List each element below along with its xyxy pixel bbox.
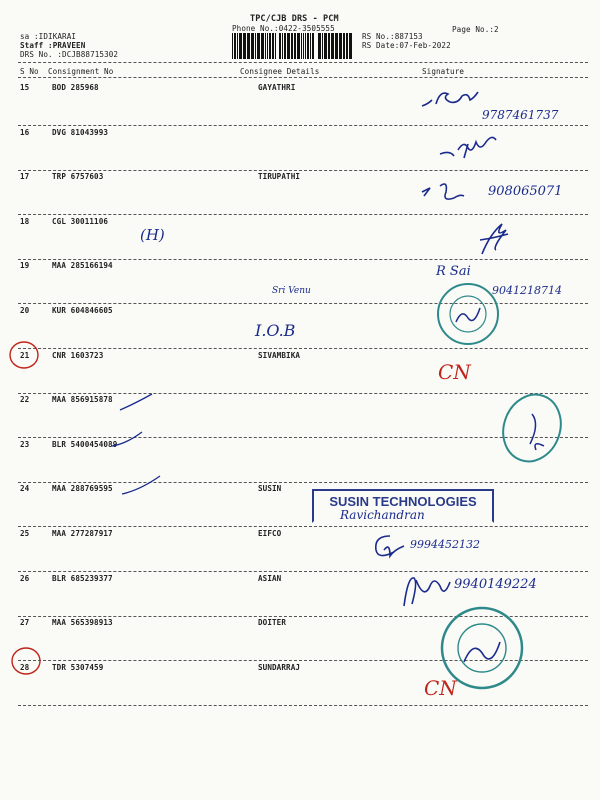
row-consignment: MAA 565398913 [52,618,113,627]
row-consignment: CNR 1603723 [52,351,104,360]
barcode-bar [335,33,338,59]
barcode-bar [257,33,260,59]
barcode-bar [282,33,283,59]
row-divider [18,705,588,706]
barcode-bar [343,33,345,59]
row-divider [18,482,588,483]
row-consignment: BLR 5400454089 [52,440,118,449]
barcode-bar [324,33,327,59]
table-row [0,83,600,103]
branch-label: sa :IDIKARAI [20,32,77,41]
row-consignment: KUR 604846605 [52,306,113,315]
row-consignment: MAA 856915878 [52,395,113,404]
row-divider [18,571,588,572]
barcode-bar [312,33,314,59]
handwritten-note-20b: I.O.B [255,321,296,340]
table-row [0,261,600,281]
row-sno: 18 [20,217,30,226]
barcode-bar [294,33,296,59]
row-sno: 16 [20,128,30,137]
handwritten-phone-19: 9041218714 [492,284,562,297]
row-consignment: MAA 285166194 [52,261,113,270]
barcode-bar [275,33,276,59]
table-row [0,351,600,371]
barcode-bar [322,33,323,59]
row-consignee: SUSIN [258,484,282,493]
barcode-bar [305,33,306,59]
row-consignee: DOITER [258,618,287,627]
handwritten-phone-17: 908065071 [488,184,563,199]
table-row [0,128,600,148]
row-divider [18,526,588,527]
barcode-bar [243,33,246,59]
barcode-bar [247,33,250,59]
row-sno: 28 [20,663,30,672]
row-sno: 15 [20,83,30,92]
row-consignee: TIRUPATHI [258,172,301,181]
barcode-bar [310,33,311,59]
susin-stamp-title: SUSIN TECHNOLOGIES [329,494,477,509]
barcode-bar [331,33,334,59]
handwritten-phone-25: 9994452132 [410,538,480,551]
barcode-bar [349,33,352,59]
barcode-bar [328,33,330,59]
col-sno: S No [20,67,39,76]
row-consignment: BLR 685239377 [52,574,113,583]
red-cn-28: CN [424,676,457,700]
barcode-bar [291,33,293,59]
barcode-bar [255,33,256,59]
red-circle-28 [10,646,42,676]
barcode-bar [261,33,264,59]
rs-date: RS Date:07-Feb-2022 [362,41,451,50]
barcode-bar [301,33,302,59]
barcode-bar [287,33,290,59]
document-title: TPC/CJB DRS - PCM [250,14,339,24]
barcode-bar [265,33,266,59]
susin-stamp-sign: Ravichandran [340,508,425,522]
barcode-bar [318,33,321,59]
row-sno: 19 [20,261,30,270]
rs-number: RS No.:887153 [362,32,423,41]
handwritten-note-20a: Sri Venu [272,286,311,296]
row-sno: 23 [20,440,30,449]
row-divider [18,348,588,349]
barcode-bar [232,33,233,59]
table-row [0,529,600,549]
barcode-bar [272,33,274,59]
staff-label: Staff :PRAVEEN [20,41,86,50]
barcode-bar [234,33,236,59]
signature-16 [438,136,508,162]
row-consignment: DVG 81043993 [52,128,109,137]
row-consignee: SUNDARRAJ [258,663,301,672]
row-sno: 22 [20,395,30,404]
handwritten-name-19: R Sai [436,264,471,279]
company-stamp-23 [500,390,564,466]
signature-18 [476,214,516,260]
row-sno: 27 [20,618,30,627]
barcode-bar [297,33,300,59]
row-consignee: SIVAMBIKA [258,351,301,360]
row-consignment: TDR 5307459 [52,663,104,672]
row-consignee: GAYATHRI [258,83,296,92]
row-sno: 20 [20,306,30,315]
red-cn-21: CN [438,360,471,384]
row-consignee: ASIAN [258,574,282,583]
row-divider [18,303,588,304]
company-stamp-20 [436,282,500,346]
signature-17 [420,178,480,204]
handwritten-phone-26: 9940149224 [454,577,537,592]
row-consignee: EIFCO [258,529,282,538]
row-consignment: BOD 285968 [52,83,99,92]
row-sno: 24 [20,484,30,493]
barcode-bar [239,33,242,59]
pen-mark-22 [118,392,158,414]
row-sno: 25 [20,529,30,538]
barcode-bar [269,33,271,59]
row-divider [18,125,588,126]
row-sno: 21 [20,351,30,360]
row-sno: 17 [20,172,30,181]
header-divider-2 [18,77,588,78]
barcode-bar [339,33,342,59]
barcode [230,33,354,63]
handwritten-note-18: (H) [140,226,165,244]
col-consignee: Consignee Details [240,67,320,76]
barcode-bar [237,33,238,59]
row-divider [18,170,588,171]
row-consignment: MAA 288769595 [52,484,113,493]
row-consignment: TRP 6757603 [52,172,104,181]
barcode-bar [251,33,254,59]
red-circle-21 [8,340,40,370]
row-sno: 26 [20,574,30,583]
barcode-bar [303,33,304,59]
barcode-bar [279,33,281,59]
handwritten-phone-15: 9787461737 [482,108,559,122]
signature-25 [370,530,410,564]
table-row [0,484,600,504]
page-number: Page No.:2 [452,25,499,34]
phone-number: Phone No.:0422-3505555 [232,24,335,33]
barcode-bar [267,33,268,59]
col-signature: Signature [422,67,465,76]
table-row [0,306,600,326]
pen-mark-23 [110,430,150,450]
barcode-bar [346,33,348,59]
header-divider [18,62,588,63]
barcode-bar [307,33,309,59]
drs-number: DRS No. :DCJB88715302 [20,50,119,59]
barcode-bar [284,33,286,59]
pen-mark-24 [120,474,166,498]
row-consignment: MAA 277287917 [52,529,113,538]
row-consignment: CGL 30011106 [52,217,109,226]
col-consignment: Consignment No [48,67,114,76]
